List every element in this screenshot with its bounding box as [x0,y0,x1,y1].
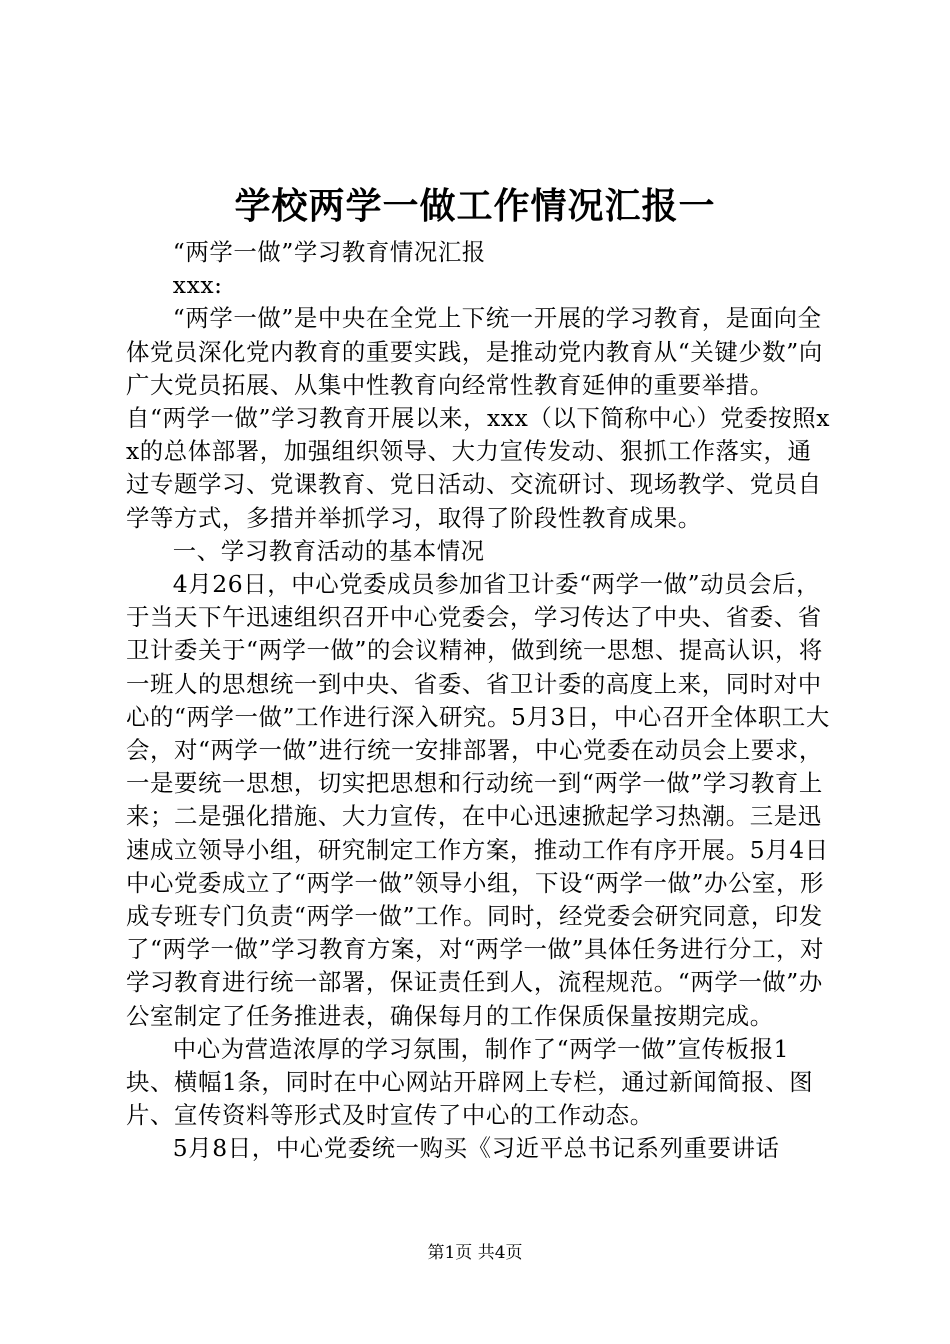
page-footer: 第1页 共4页 [427,1243,523,1263]
paragraph-body: 5月8日，中心党委统一购买《习近平总书记系列重要讲话 [172,1134,780,1163]
section-heading: 一、学习教育活动的基本情况 [172,536,485,565]
paragraph-intro: “两学一做”是中央在全党上下统一开展的学习教育，是面向全体党员深化党内教育的重要实践，是推动党内教育从“关键少数”向广大党员拓展、从集中性教育向经常性教育延伸的重要举措。自“两学一做”学习教育开展以来，xxx（以下简称中心）党委按照xx的总体部署，加强组织领导、大力宣传发动、狠抓工作落实，通过专题学习、党课教育、党日活动、交流研讨、现场教学、党员自学等方式，多措并举抓学习，取得了阶段性教育成果。 [126,304,831,532]
paragraph-subtitle: “两学一做”学习教育情况汇报 [172,238,486,266]
paragraph-salutation: xxx: [172,271,223,300]
document-body [126,236,834,1166]
document-title: 学校两学一做工作情况汇报一 [234,185,716,227]
paragraph-body: 中心为营造浓厚的学习氛围，制作了“两学一做”宣传板报1块、横幅1条，同时在中心网站开辟网上专栏，通过新闻简报、图片、宣传资料等形式及时宣传了中心的工作动态。 [126,1034,814,1130]
paragraph-body: 4月26日，中心党委成员参加省卫计委“两学一做”动员会后，于当天下午迅速组织召开中心党委会，学习传达了中央、省委、省卫计委关于“两学一做”的会议精神，做到统一思想、提高认识，将一班人的思想统一到中央、省委、省卫计委的高度上来，同时对中心的“两学一做”工作进行深入研究。5月3日，中心召开全体职工大会，对“两学一做”进行统一安排部署，中心党委在动员会上要求，一是要统一思想，切实把思想和行动统一到“两学一做”学习教育上来；二是强化措施、大力宣传，在中心迅速掀起学习热潮。三是迅速成立领导小组，研究制定工作方案，推动工作有序开展。5月4日中心党委成立了“两学一做”领导小组，下设“两学一做”办公室，形成专班专门负责“两学一做”工作。同时，经党委会研究同意，印发了“两学一做”学习教育方案，对“两学一做”具体任务进行分工，对学习教育进行统一部署，保证责任到人，流程规范。“两学一做”办公室制定了任务推进表，确保每月的工作保质保量按期完成。 [126,570,830,1030]
